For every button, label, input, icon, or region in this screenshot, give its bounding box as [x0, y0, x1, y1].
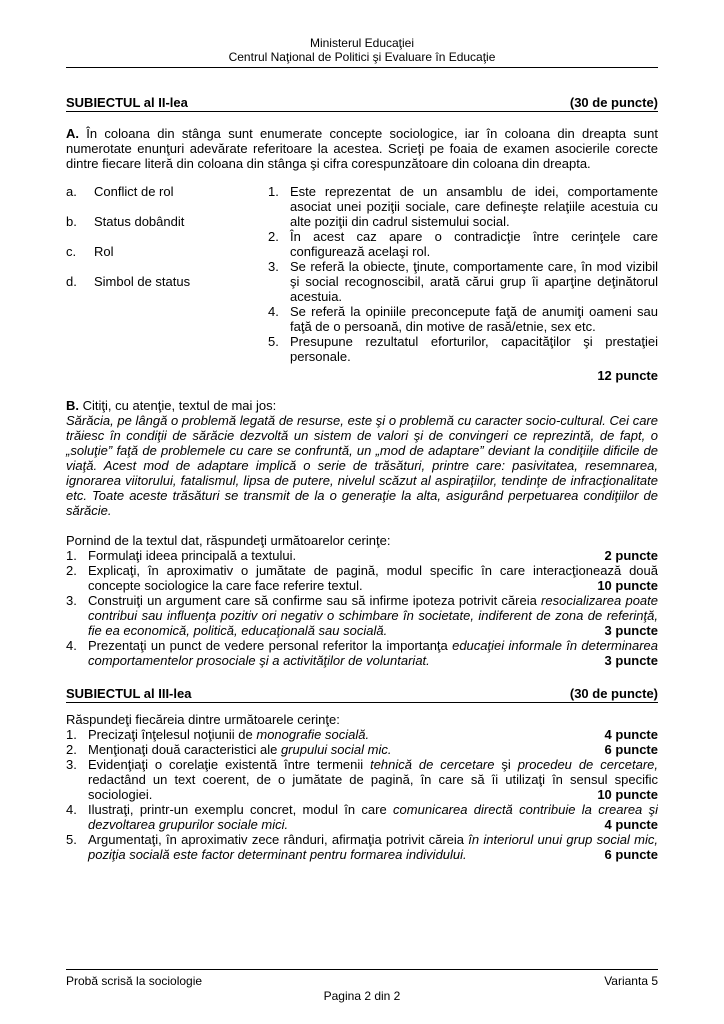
task-points: 4 puncte [604, 817, 658, 832]
task-number: 4. [66, 638, 77, 653]
subject3-prompt: Răspundeţi fiecăreia dintre următoarele cerinţe: [66, 712, 340, 727]
task-text: Precizaţi înţelesul noţiunii de monografie socială. [88, 727, 370, 742]
footer-exam-name: Probă scrisă la sociologie [66, 974, 203, 988]
ministry-name: Ministerul Educaţiei [309, 36, 415, 50]
statement-number: 1. [268, 184, 279, 199]
concept-letter: b. [66, 214, 77, 229]
task-points: 2 puncte [604, 548, 658, 563]
statement-number: 3. [268, 259, 279, 274]
concept-letter: d. [66, 274, 77, 289]
concept-item-d [66, 274, 268, 289]
subject2-title: SUBIECTUL al II-lea [66, 95, 188, 110]
task-text: Explicaţi, în aproximativ o jumătate de pagină, modul specific în care interacţionează două concepte sociologice la care face referire textul. [88, 563, 658, 593]
task-number: 5. [66, 832, 77, 847]
concept-item-c [66, 244, 268, 259]
task-points: 10 puncte [597, 787, 658, 802]
matching-section [66, 184, 658, 364]
task-number: 4. [66, 802, 77, 817]
task-points: 10 puncte [597, 578, 658, 593]
statement-item-2 [268, 229, 658, 259]
s2b-task-2 [66, 563, 658, 593]
task-text: Argumentaţi, în aproximativ zece rânduri, afirmaţia potrivit căreia în interiorul unui grup social mic, poziţia socială este factor determinant pentru formarea individului. [88, 832, 658, 862]
concept-letter: a. [66, 184, 77, 199]
statement-text: Se referă la opiniile preconcepute faţă de anumiţi oameni sau faţă de o persoană, din motive de rasă/etnie, sex etc. [290, 304, 658, 334]
s2b-task-1 [66, 548, 658, 563]
concept-item-b [66, 214, 268, 229]
s2b-task-4 [66, 638, 658, 668]
statement-text: Se referă la obiecte, ţinute, comportamente care, în mod vizibil şi social recognoscibil, arată cărui grup îi aparţine deţinătorul acestuia. [290, 259, 658, 304]
task-points: 6 puncte [604, 742, 658, 757]
statement-item-5 [268, 334, 658, 364]
task-number: 2. [66, 563, 77, 578]
center-name: Centrul Naţional de Politici şi Evaluare în Educaţie [228, 50, 496, 64]
task-points: 3 puncte [604, 653, 658, 668]
concept-label: Simbol de status [94, 274, 191, 289]
partB-prompt: Pornind de la textul dat, răspundeţi următoarelor cerinţe: [66, 533, 391, 548]
subject3-title: SUBIECTUL al III-lea [66, 686, 192, 701]
task-text: Menţionaţi două caracteristici ale grupului social mic. [88, 742, 392, 757]
header-divider [66, 67, 658, 68]
task-number: 1. [66, 727, 77, 742]
partA-intro: A. În coloana din stânga sunt enumerate concepte sociologice, iar în coloana din dreapta sunt numerotate enunţuri adevărate referitoare la acestea. Scrieţi pe foaia de examen asocierile corecte dintre fiecare literă din coloana din stânga şi cifra corespunzătoare din coloana din dreapta. [66, 126, 658, 171]
s3-task-4 [66, 802, 658, 832]
statement-item-4 [268, 304, 658, 334]
footer-row [66, 974, 658, 989]
task-text: Construiţi un argument care să confirme sau să infirme ipoteza potrivit căreia resocializarea poate contribui sau influenţa pozitiv ori negativ o schimbare în societate, indiferent de zona de referinţă, fie ea economică, politică, educaţională sau socială. [88, 593, 658, 638]
concept-label: Conflict de rol [94, 184, 174, 199]
concept-label: Status dobândit [94, 214, 185, 229]
statement-text: Este reprezentat de un ansamblu de idei, comportamente asociat unei poziţii sociale, care defineşte relaţiile acestuia cu alte poziţii din cadrul sistemului social. [290, 184, 658, 229]
task-number: 1. [66, 548, 77, 563]
task-number: 3. [66, 757, 77, 772]
s3-task-5 [66, 832, 658, 862]
footer-variant: Varianta 5 [604, 974, 658, 988]
subject2-points: (30 de puncte) [569, 95, 658, 110]
concept-letter: c. [66, 244, 77, 259]
statement-text: Presupune rezultatul eforturilor, capacităţilor şi prestaţiei personale. [290, 334, 658, 364]
task-text: Formulaţi ideea principală a textului. [88, 548, 297, 563]
task-points: 4 puncte [604, 727, 658, 742]
concepts-column [66, 184, 268, 364]
task-text: Ilustraţi, printr-un exemplu concret, modul în care comunicarea directă contribuie la crearea şi dezvoltarea grupurilor sociale mici. [88, 802, 658, 832]
task-number: 3. [66, 593, 77, 608]
s2b-task-3 [66, 593, 658, 638]
footer-page-number: Pagina 2 din 2 [323, 989, 401, 1003]
subject2-heading [66, 95, 658, 112]
page-header [66, 36, 658, 64]
concept-item-a [66, 184, 268, 199]
statement-item-3 [268, 259, 658, 304]
task-text: Evidenţiaţi o corelaţie existentă între termenii tehnică de cercetare şi procedeu de cercetare, redactând un text coerent, de o jumătate de pagină, în care să îi utilizaţi în sensul specific sociologiei. [88, 757, 658, 802]
partA-points: 12 puncte [597, 368, 658, 383]
statement-number: 5. [268, 334, 279, 349]
task-text: Prezentaţi un punct de vedere personal referitor la importanţa educaţiei informale în determinarea comportamentelor prosociale şi a activităţilor de voluntariat. [88, 638, 658, 668]
s3-task-2 [66, 742, 658, 757]
subject3-points: (30 de puncte) [569, 686, 658, 701]
partB-intro: B. Citiţi, cu atenţie, textul de mai jos: [66, 398, 277, 413]
task-points: 3 puncte [604, 623, 658, 638]
statement-item-1 [268, 184, 658, 229]
statements-column [268, 184, 658, 364]
s3-task-3 [66, 757, 658, 802]
concept-label: Rol [94, 244, 114, 259]
statement-text: În acest caz apare o contradicţie între cerinţele care configurează acelaşi rol. [290, 229, 658, 259]
page-footer [66, 969, 658, 1004]
s3-task-1 [66, 727, 658, 742]
footer-divider [66, 969, 658, 970]
statement-number: 2. [268, 229, 279, 244]
task-points: 6 puncte [604, 847, 658, 862]
subject3-heading [66, 686, 658, 703]
statement-number: 4. [268, 304, 279, 319]
partB-quote: Sărăcia, pe lângă o problemă legată de resurse, este şi o problemă cu caracter socio-cultural. Cei care trăiesc în condiţii de sărăcie dezvoltă un sistem de valori şi de convingeri ce reprezintă, de fapt, o „soluţie” faţă de problemele cu care se confruntă, un „mod de adaptare” deviant la condiţiile dificile de viaţă. Acest mod de adaptare implică o serie de trăsături, printre care: pasivitatea, resemnarea, ignorarea viitorului, fatalismul, lipsa de putere, nivelul scăzut al aspiraţiilor, tendinţe de infracţionalitate etc. Toate aceste trăsături se transmit de la o generaţie la alta, asigurând perpetuarea condiţiilor de sărăcie. [66, 413, 658, 518]
task-number: 2. [66, 742, 77, 757]
